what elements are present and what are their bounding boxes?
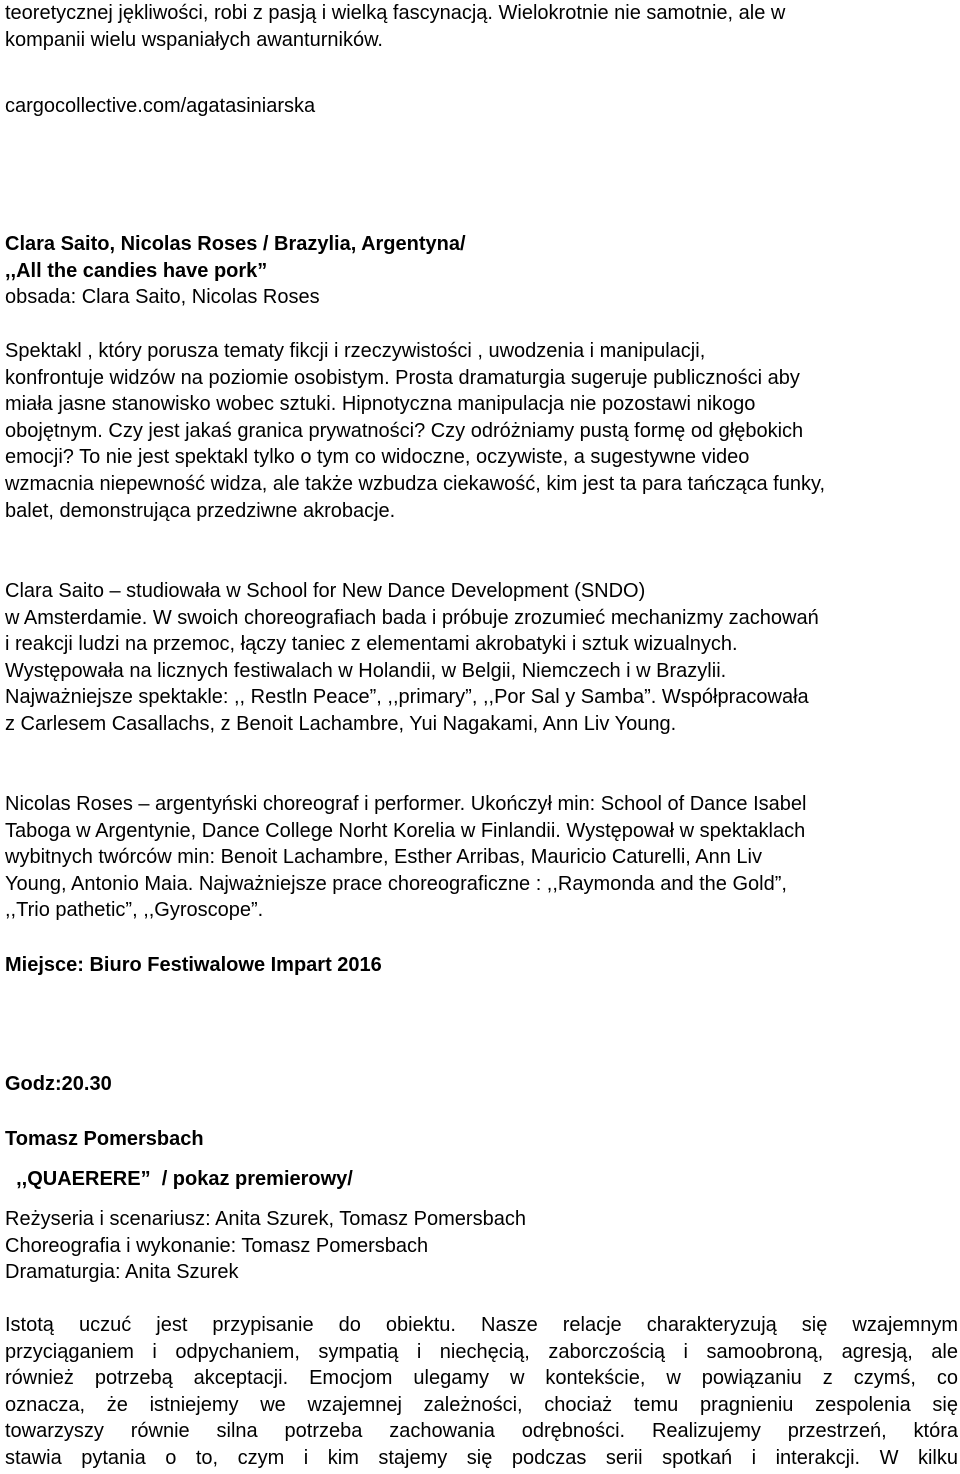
description-line: balet, demonstrująca przedziwne akrobacje.: [5, 499, 396, 522]
credit-line: Dramaturgia: Anita Szurek: [5, 1261, 239, 1284]
bio-line: Nicolas Roses – argentyński choreograf i performer. Ukończył min: School of Dance Isabel: [5, 793, 807, 815]
description-line: Spektakl , który porusza tematy fikcji i rzeczywistości , uwodzenia i manipulacji,: [5, 340, 706, 362]
event-artists: Clara Saito, Nicolas Roses / Brazylia, Argentyna/: [5, 233, 466, 255]
description-line: konfrontuje widzów na poziomie osobistym. Prosta dramaturgia sugeruje publiczności aby: [5, 366, 800, 389]
title-text: ,,QUAERERE” / pokaz premierowy/: [5, 1168, 353, 1190]
event-time: [5, 1071, 958, 1098]
description-line: przyciąganiem i odpychaniem, sympatią i niechęcią, zaborczością i samoobroną, agresją, ale: [5, 1340, 958, 1363]
description-line: wzmacnia niepewność widza, ale także wzbudza ciekawość, kim jest ta para tańcząca funky,: [5, 472, 826, 495]
bio-line: Najważniejsze spektakle: ,, Restln Peace”, ,,primary”, ,,Por Sal y Samba”. Współpracowała: [5, 686, 809, 709]
event-venue: [5, 952, 958, 979]
description-line: stawia pytania o to, czym i kim stajemy się podczas serii spotkań i interakcji. W kilku: [5, 1446, 958, 1469]
bio-clara-saito: [5, 578, 958, 738]
description-line: oznacza, że istniejemy we wzajemnej zależności, chociaż temu pragnieniu zespolenia się: [5, 1393, 958, 1416]
event-description: [5, 1312, 958, 1472]
time-text: Godz:20.30: [5, 1073, 112, 1095]
event-cast: obsada: Clara Saito, Nicolas Roses: [5, 286, 320, 309]
description-line: również potrzebą akceptacji. Emocjom ulegamy w kontekście, w powiązaniu z czymś, co: [5, 1367, 958, 1390]
artist-website-link[interactable]: [5, 93, 958, 120]
description-line: towarzyszy równie silna potrzeba zachowania odrębności. Realizujemy przestrzeń, która: [5, 1420, 958, 1443]
description-line: miała jasne stanowisko wobec sztuki. Hipnotyczna manipulacja nie pozostawi nikogo: [5, 393, 756, 416]
credit-line: Reżyseria i scenariusz: Anita Szurek, Tomasz Pomersbach: [5, 1208, 526, 1230]
bio-line: Taboga w Argentynie, Dance College Norht Korelia w Finlandii. Występował w spektaklach: [5, 819, 806, 842]
bio-line: wybitnych twórców min: Benoit Lachambre, Esther Arribas, Mauricio Caturelli, Ann Liv: [5, 846, 762, 869]
event-header: [5, 231, 958, 311]
bio-line: Young, Antonio Maia. Najważniejsze prace choreograficzne : ,,Raymonda and the Gold”,: [5, 872, 787, 895]
description-line: Istotą uczuć jest przypisanie do obiektu. Nasze relacje charakteryzują się wzajemnym: [5, 1314, 958, 1336]
website-link-text[interactable]: cargocollective.com/agatasiniarska: [5, 95, 316, 117]
bio-line: ,,Trio pathetic”, ,,Gyroscope”.: [5, 899, 264, 922]
bio-nicolas-roses: [5, 791, 958, 924]
artist-name: Tomasz Pomersbach: [5, 1128, 204, 1150]
event-artist: [5, 1126, 958, 1153]
description-line: emocji? To nie jest spektakl tylko o tym co widoczne, oczywiste, a sugestywne video: [5, 446, 750, 469]
event-credits: [5, 1206, 958, 1286]
bio-line: w Amsterdamie. W swoich choreografiach bada i próbuje zrozumieć mechanizmy zachowań: [5, 606, 819, 629]
bio-line: i reakcji ludzi na przemoc, łączy taniec z elementami akrobatyki i sztuk wizualnych.: [5, 633, 738, 656]
intro-line: teoretycznej jękliwości, robi z pasją i wielką fascynacją. Wielokrotnie nie samotnie, ale w: [5, 2, 786, 24]
bio-line: Clara Saito – studiowała w School for New Dance Development (SNDO): [5, 580, 646, 602]
intro-paragraph: [5, 0, 958, 53]
event-title: [5, 1166, 958, 1193]
event-title: ,,All the candies have pork”: [5, 259, 268, 282]
event-description: [5, 338, 958, 524]
venue-text: Miejsce: Biuro Festiwalowe Impart 2016: [5, 954, 382, 976]
description-line: obojętnym. Czy jest jakaś granica prywatności? Czy odróżniamy pustą formę od głębokich: [5, 419, 804, 442]
intro-line: kompanii wielu wspaniałych awanturników.: [5, 28, 383, 51]
bio-line: Występowała na licznych festiwalach w Holandii, w Belgii, Niemczech i w Brazylii.: [5, 659, 727, 682]
bio-line: z Carlesem Casallachs, z Benoit Lachambre, Yui Nagakami, Ann Liv Young.: [5, 712, 677, 735]
credit-line: Choreografia i wykonanie: Tomasz Pomersbach: [5, 1234, 429, 1257]
